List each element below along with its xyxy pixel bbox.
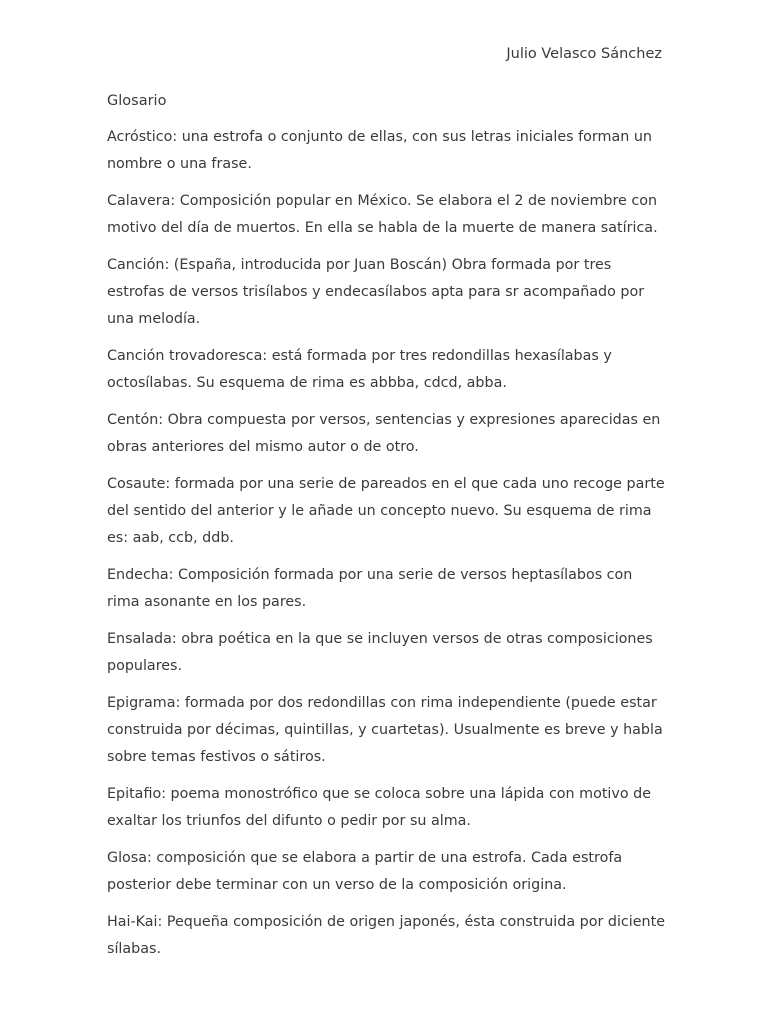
document-body: [107, 89, 667, 973]
glossary-entry-glosa: Glosa: composición que se elabora a partir de una estrofa. Cada estrofa posterior debe terminar con un verso de la composición origina.: [107, 850, 623, 893]
glossary-entry-epigrama: Epigrama: formada por dos redondillas con rima independiente (puede estar construida por décimas, quintillas, y cuartetas). Usualmente es breve y habla sobre temas festivos o sátiros.: [107, 695, 663, 765]
glossary-entry-epitafio: Epitafio: poema monostrófico que se coloca sobre una lápida con motivo de exaltar los triunfos del difunto o pedir por su alma.: [107, 786, 652, 829]
document-title: Glosario: [107, 93, 167, 109]
glossary-entry-endecha: Endecha: Composición formada por una serie de versos heptasílabos con rima asonante en los pares.: [107, 567, 633, 610]
glossary-entry-ensalada: Ensalada: obra poética en la que se incluyen versos de otras composiciones populares.: [107, 631, 653, 674]
glossary-entry-hai-kai: Hai-Kai: Pequeña composición de origen japonés, ésta construida por diciente sílabas.: [107, 914, 666, 957]
glossary-entry-cancion: Canción: (España, introducida por Juan Boscán) Obra formada por tres estrofas de versos trisílabos y endecasílabos apta para sr acompañado por una melodía.: [107, 257, 645, 327]
glossary-entry-acrostico: Acróstico: una estrofa o conjunto de ellas, con sus letras iniciales forman un nombre o una frase.: [107, 129, 652, 172]
glossary-entry-cosaute: Cosaute: formada por una serie de pareados en el que cada uno recoge parte del sentido del anterior y le añade un concepto nuevo. Su esquema de rima es: aab, ccb, ddb.: [107, 476, 665, 546]
glossary-entry-cancion-trovadoresca: Canción trovadoresca: está formada por tres redondillas hexasílabas y octosílabas. Su esquema de rima es abbba, cdcd, abba.: [107, 348, 612, 391]
author-name: Julio Velasco Sánchez: [506, 46, 662, 62]
glossary-entry-calavera: Calavera: Composición popular en México. Se elabora el 2 de noviembre con motivo del día de muertos. En ella se habla de la muerte de manera satírica.: [107, 193, 658, 236]
glossary-entry-centon: Centón: Obra compuesta por versos, sentencias y expresiones aparecidas en obras anteriores del mismo autor o de otro.: [107, 412, 661, 455]
